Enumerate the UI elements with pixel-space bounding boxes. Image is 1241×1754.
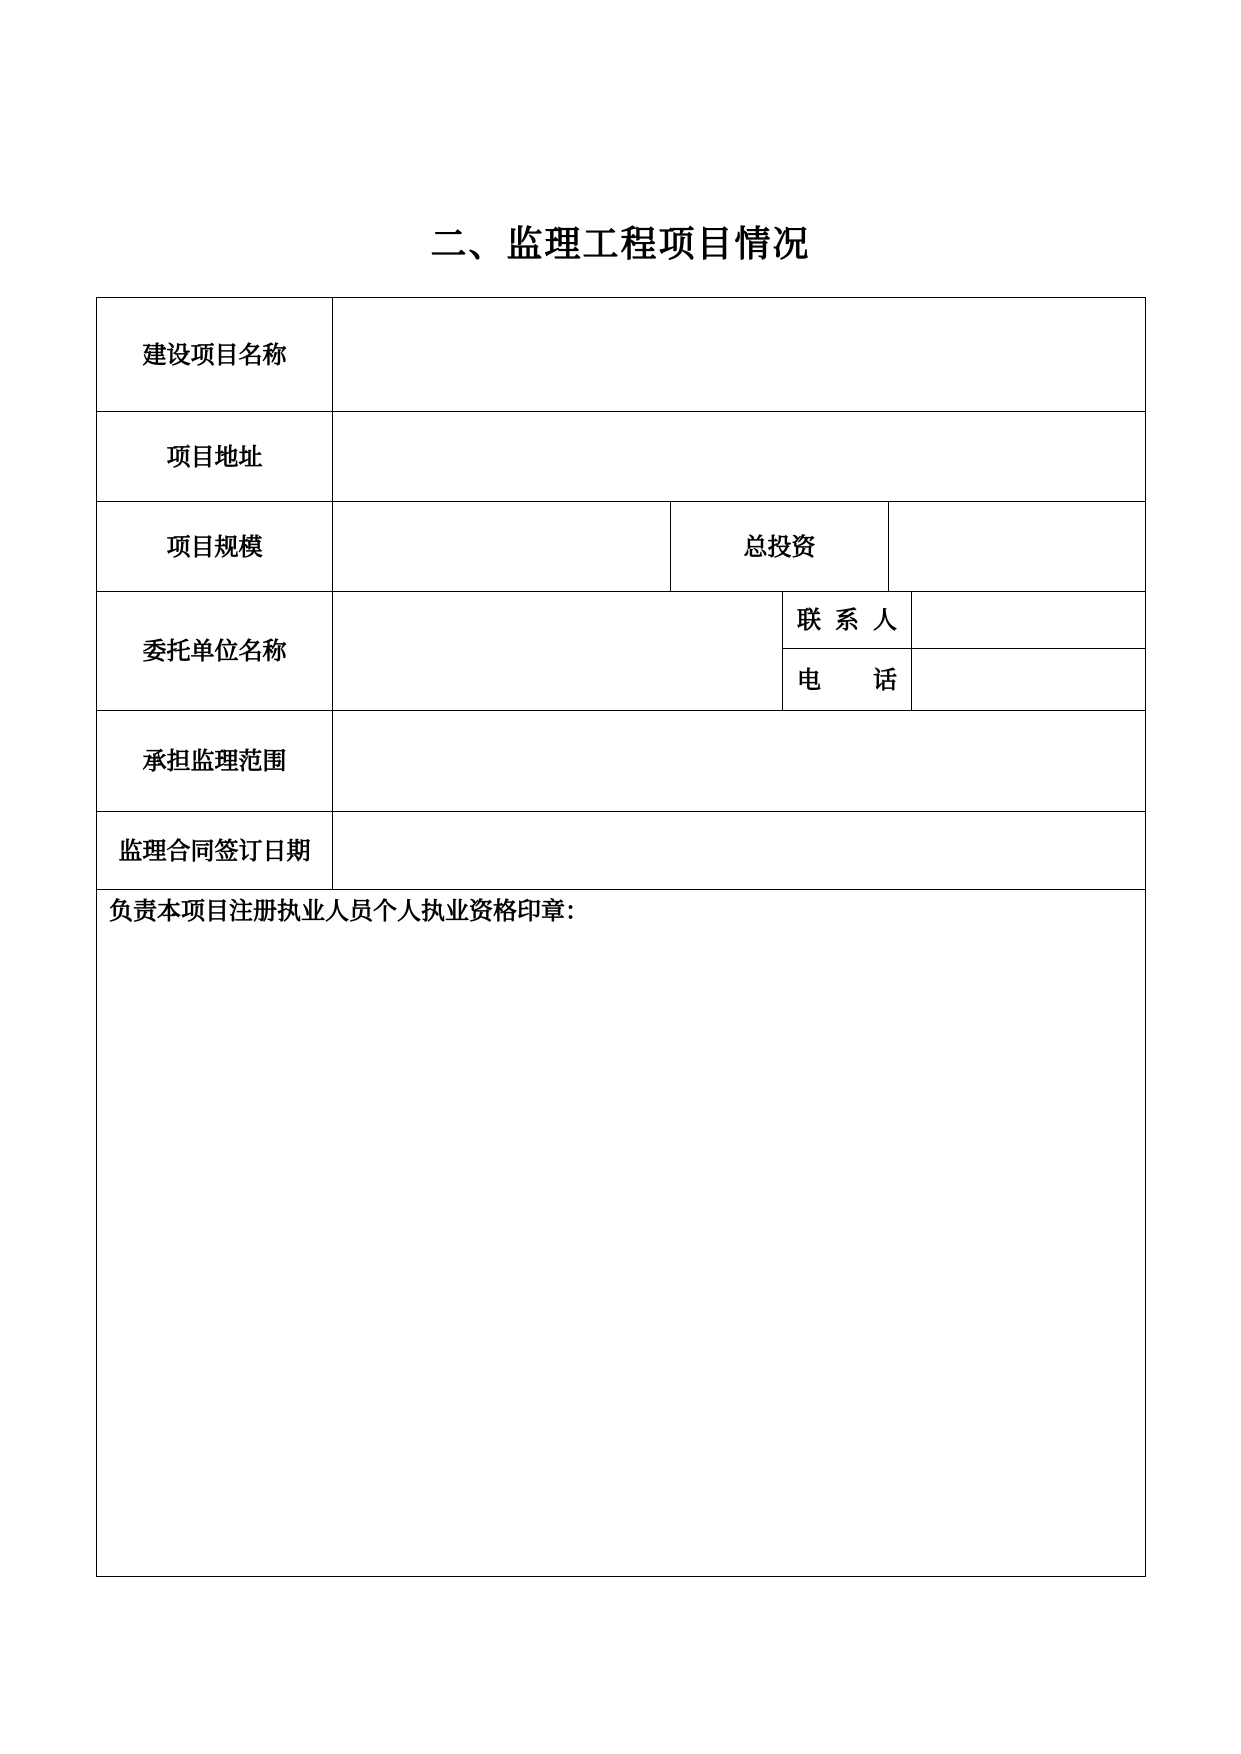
row-supervision-scope bbox=[97, 711, 1146, 812]
row-client-contact bbox=[97, 592, 1146, 649]
total-investment-label: 总投资 bbox=[671, 502, 889, 592]
row-seal bbox=[97, 890, 1146, 1577]
row-contract-date bbox=[97, 812, 1146, 890]
phone-label-char: 电 bbox=[797, 664, 821, 694]
project-address-field[interactable] bbox=[333, 412, 1146, 502]
contact-person-label-char: 系 bbox=[835, 605, 859, 634]
project-scale-label: 项目规模 bbox=[97, 502, 333, 592]
row-project-address bbox=[97, 412, 1146, 502]
project-scale-field[interactable] bbox=[333, 502, 671, 592]
client-name-field[interactable] bbox=[333, 592, 783, 711]
contact-person-label-char: 联 bbox=[797, 605, 821, 634]
row-project-scale bbox=[97, 502, 1146, 592]
client-name-label: 委托单位名称 bbox=[97, 592, 333, 711]
contract-date-label: 监理合同签订日期 bbox=[97, 812, 333, 890]
page-title: 二、监理工程项目情况 bbox=[430, 223, 811, 265]
total-investment-field[interactable] bbox=[889, 502, 1146, 592]
contact-person-label-char: 人 bbox=[873, 605, 897, 634]
contact-person-label bbox=[783, 592, 912, 649]
phone-field[interactable] bbox=[912, 649, 1146, 711]
seal-label: 负责本项目注册执业人员个人执业资格印章： bbox=[109, 896, 589, 925]
phone-label-char: 话 bbox=[873, 664, 897, 694]
project-address-label: 项目地址 bbox=[97, 412, 333, 502]
project-name-label: 建设项目名称 bbox=[97, 298, 333, 412]
contact-person-field[interactable] bbox=[912, 592, 1146, 649]
row-project-name bbox=[97, 298, 1146, 412]
project-name-field[interactable] bbox=[333, 298, 1146, 412]
supervision-scope-label: 承担监理范围 bbox=[97, 711, 333, 812]
phone-label bbox=[783, 649, 912, 711]
supervision-scope-field[interactable] bbox=[333, 711, 1146, 812]
project-info-table bbox=[96, 297, 1146, 1577]
seal-area[interactable] bbox=[97, 890, 1146, 1577]
contract-date-field[interactable] bbox=[333, 812, 1146, 890]
